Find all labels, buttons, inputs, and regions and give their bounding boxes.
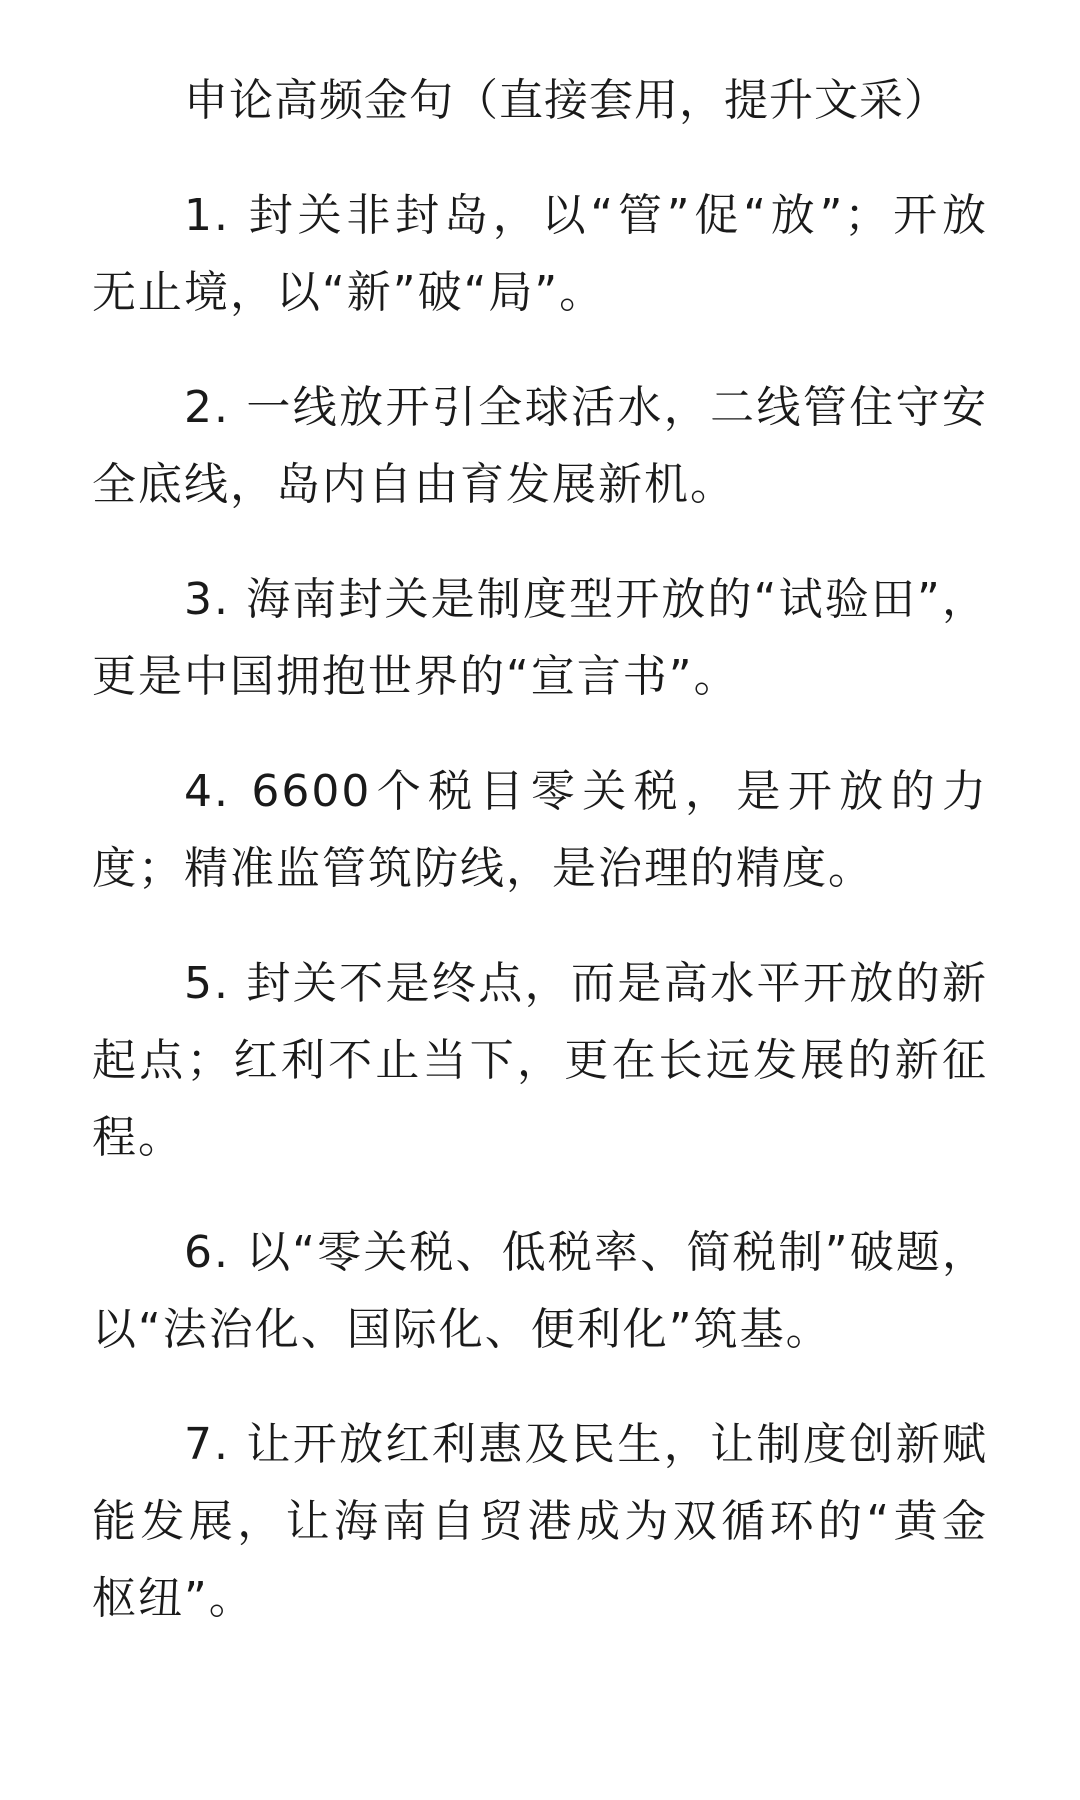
article-body [92,62,988,1637]
quote-item-2: 2. 一线放开引全球活水，二线管住守安全底线，岛内自由育发展新机。 [92,382,988,510]
quote-item-3: 3. 海南封关是制度型开放的“试验田”，更是中国拥抱世界的“宣言书”。 [92,574,988,702]
quote-item-4: 4. 6600个税目零关税，是开放的力度；精准监管筑防线，是治理的精度。 [92,766,988,894]
article-title: 申论高频金句（直接套用，提升文采） [184,75,949,126]
quote-item-5: 5. 封关不是终点，而是高水平开放的新起点；红利不止当下，更在长远发展的新征程。 [92,958,988,1163]
quote-item-7: 7. 让开放红利惠及民生，让制度创新赋能发展，让海南自贸港成为双循环的“黄金枢纽”。 [92,1419,988,1624]
quote-item-6: 6. 以“零关税、低税率、简税制”破题，以“法治化、国际化、便利化”筑基。 [92,1227,988,1355]
quote-item-1: 1. 封关非封岛，以“管”促“放”；开放无止境，以“新”破“局”。 [92,190,988,318]
